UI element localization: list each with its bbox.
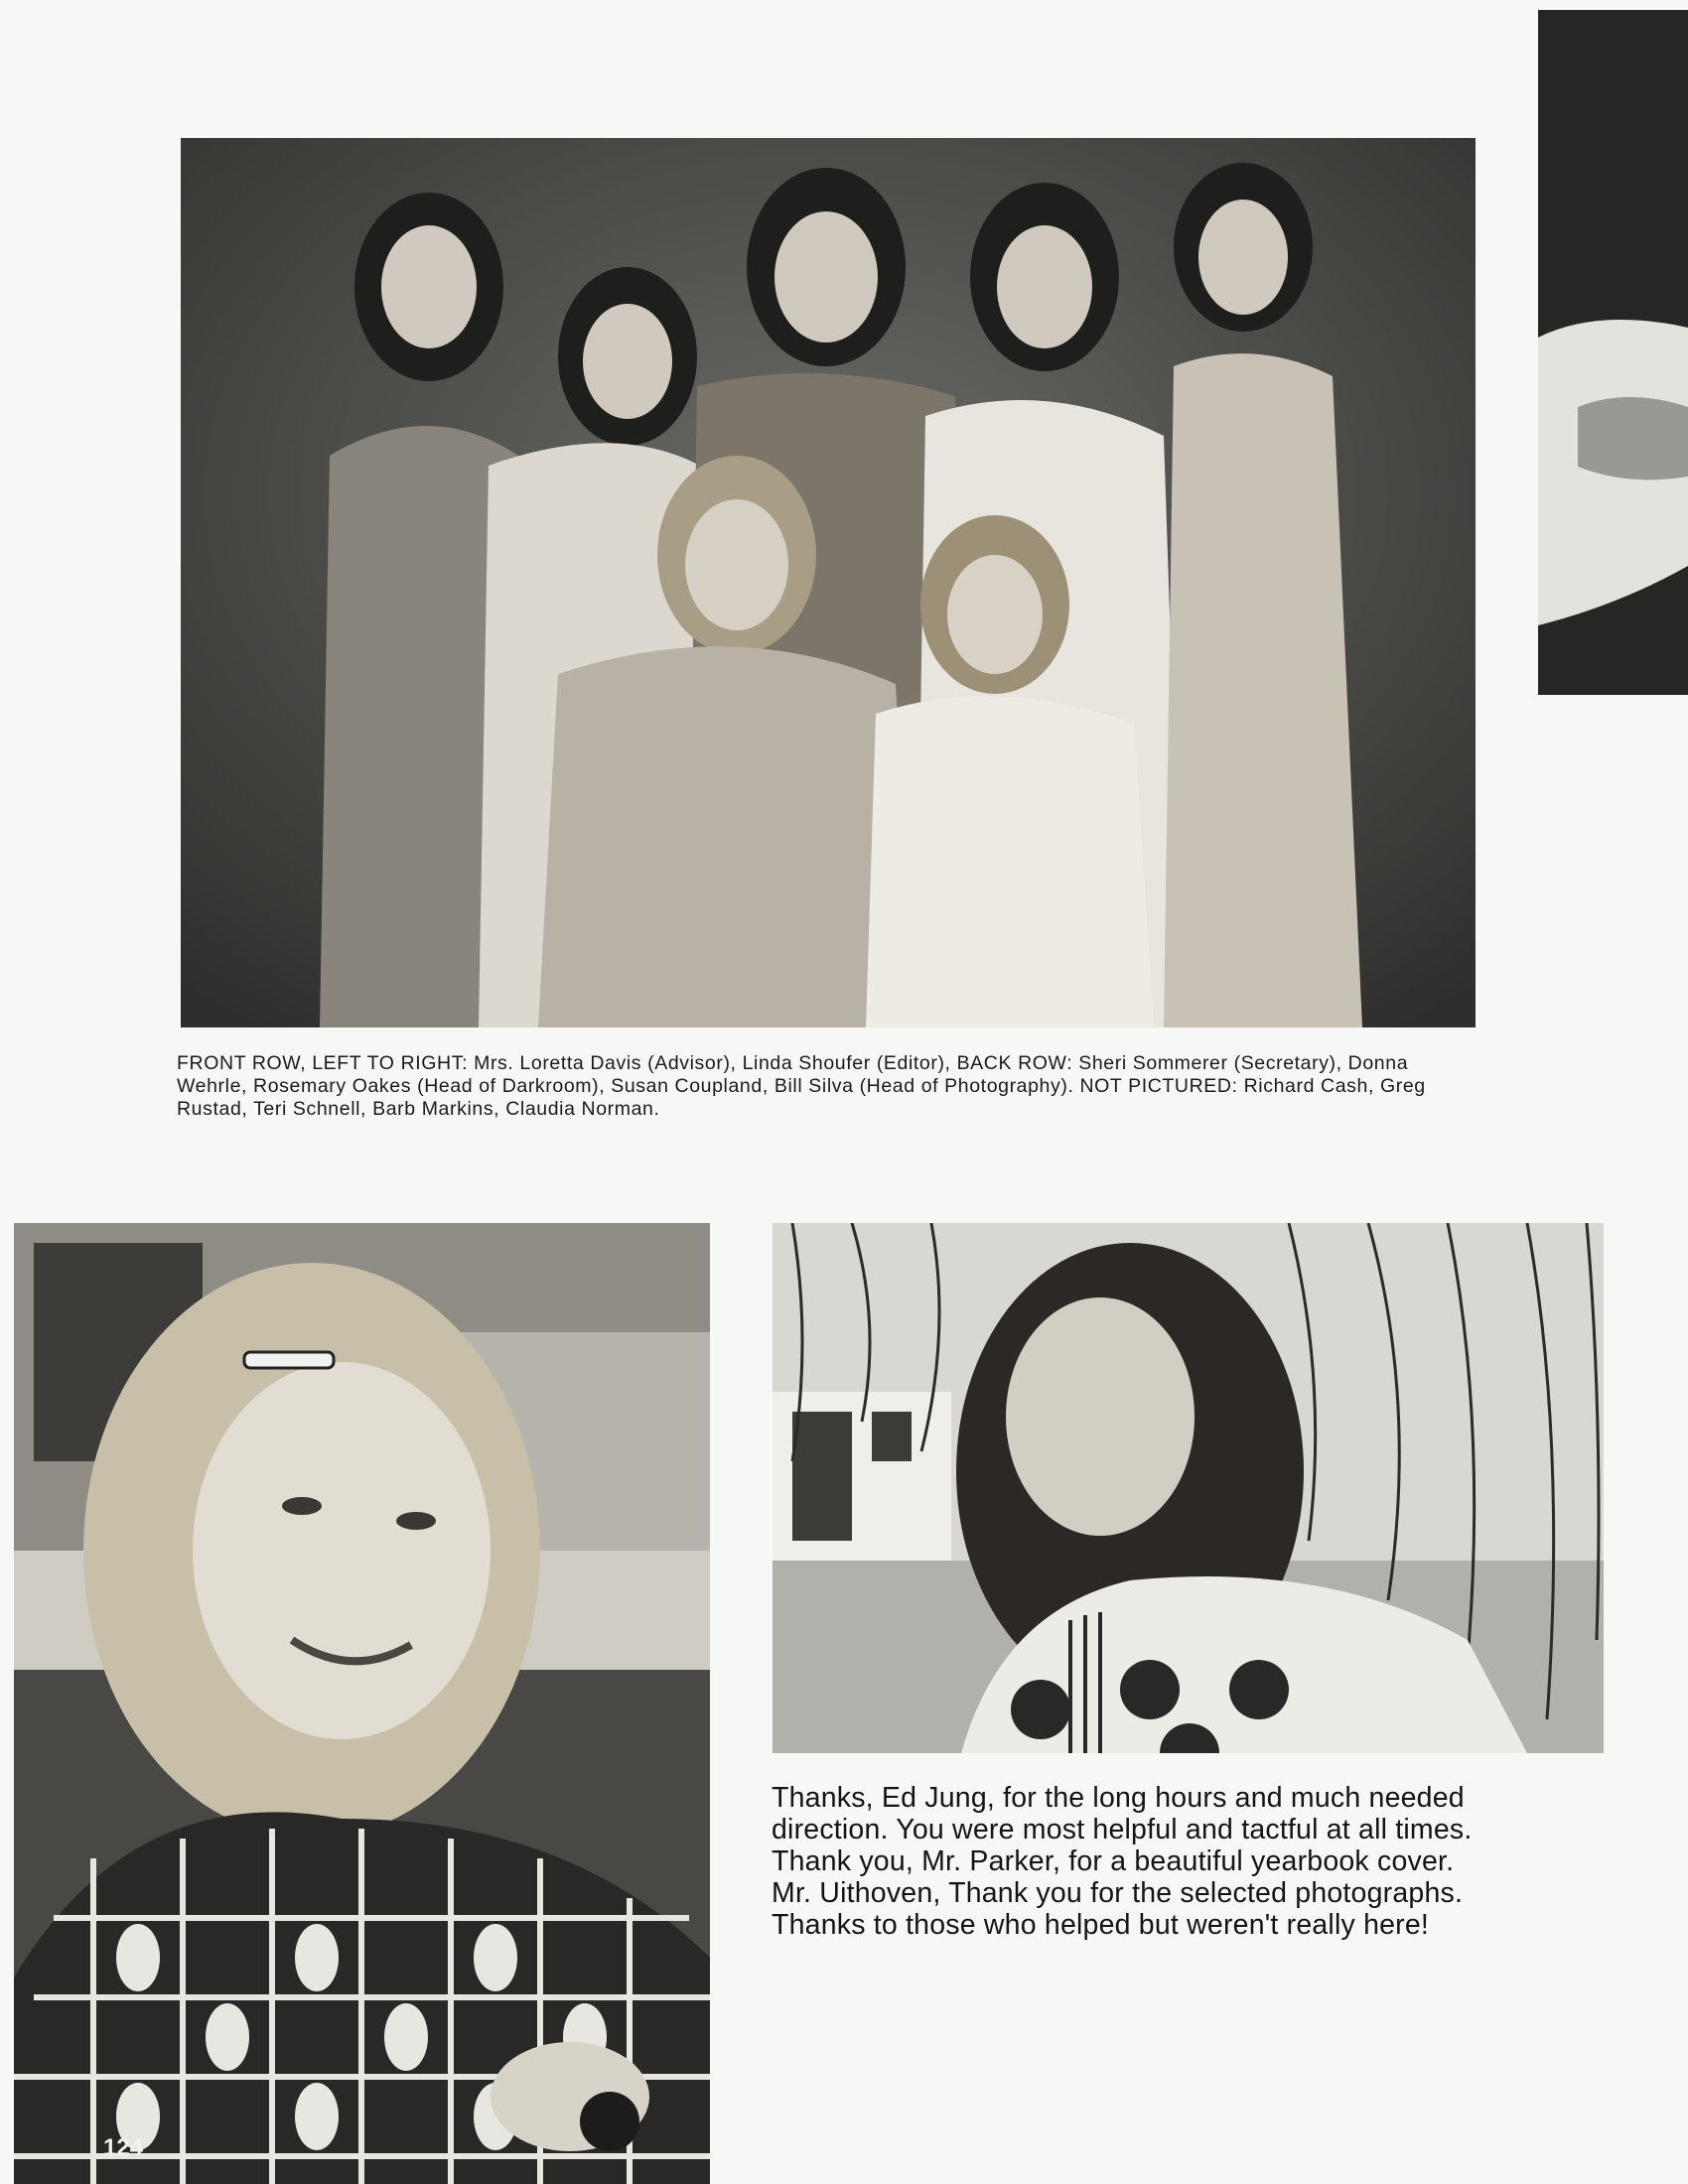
- edge-photo: [1538, 10, 1688, 695]
- advisor-photo: [14, 1223, 710, 2184]
- thanks-line: Thanks, Ed Jung, for the long hours and much needed: [772, 1782, 1465, 1814]
- thanks-line: direction. You were most helpful and tactful at all times.: [772, 1814, 1473, 1845]
- advisor-photo-image: [14, 1223, 710, 2184]
- page-number: 124: [103, 2134, 144, 2161]
- thanks-message: [772, 1782, 1625, 1941]
- group-photo-image: [181, 138, 1476, 1027]
- editor-photo: [773, 1223, 1604, 1753]
- thanks-line: Thank you, Mr. Parker, for a beautiful yearbook cover.: [772, 1845, 1455, 1877]
- editor-photo-image: [773, 1223, 1604, 1753]
- group-photo: [181, 138, 1476, 1027]
- edge-photo-image: [1538, 10, 1688, 695]
- group-photo-caption: FRONT ROW, LEFT TO RIGHT: Mrs. Loretta Davis (Advisor), Linda Shoufer (Editor), BACK ROW: Sheri Sommerer (Secretary), Donna Wehrle, Rosemary Oakes (Head of Darkroom), Susan Coupland, Bill Silva (Head of Photography). NOT PICTURED: Richard Cash, Greg Rustad, Teri Schnell, Barb Markins, Claudia Norman.: [177, 1052, 1426, 1120]
- thanks-line: Thanks to those who helped but weren't really here!: [772, 1909, 1430, 1941]
- thanks-line: Mr. Uithoven, Thank you for the selected photographs.: [772, 1877, 1464, 1909]
